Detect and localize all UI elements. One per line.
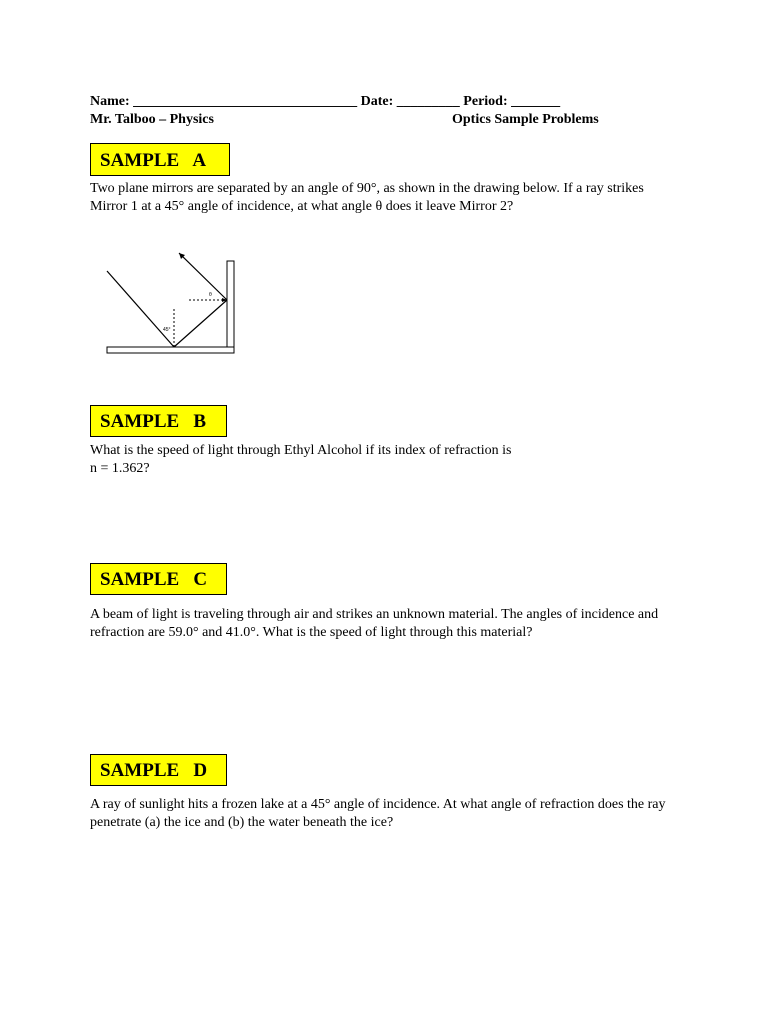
sample-d-question: A ray of sunlight hits a frozen lake at a 45° angle of incidence. At what angle of refraction does the ray penetrate (a) the ice and (b) the water beneath the ice? (90, 797, 666, 830)
sample-d-label: SAMPLE D (90, 754, 227, 786)
reflected-ray (174, 300, 227, 347)
teacher-course: Mr. Talboo – Physics (90, 112, 214, 127)
mirror-diagram (105, 240, 240, 360)
angle-45-label: 45° (163, 327, 171, 333)
sample-c-question: A beam of light is traveling through air and strikes an unknown material. The angles of incidence and refraction are 59.0° and 41.0°. What is the speed of light through this material? (90, 607, 659, 640)
name-date-period-line: Name: ________________________________ Date: _________ Period: _______ (90, 94, 561, 109)
sample-a-label: SAMPLE A (90, 143, 230, 176)
sample-b-question-line-2: n = 1.362? (90, 461, 150, 476)
sample-c-label: SAMPLE C (90, 563, 227, 595)
mirror-2 (227, 261, 234, 347)
theta-label: θ (209, 292, 212, 298)
page-title: Optics Sample Problems (452, 112, 599, 127)
sample-b-question-line-1: What is the speed of light through Ethyl Alcohol if its index of refraction is (90, 443, 512, 458)
sample-b-label: SAMPLE B (90, 405, 227, 437)
mirror-1 (107, 347, 234, 353)
outgoing-ray (179, 253, 227, 300)
incident-ray (107, 271, 174, 347)
sample-a-question: Two plane mirrors are separated by an angle of 90°, as shown in the drawing below. If a ray strikes Mirror 1 at a 45° angle of incidence, at what angle θ does it leave Mirror 2? (90, 181, 644, 214)
